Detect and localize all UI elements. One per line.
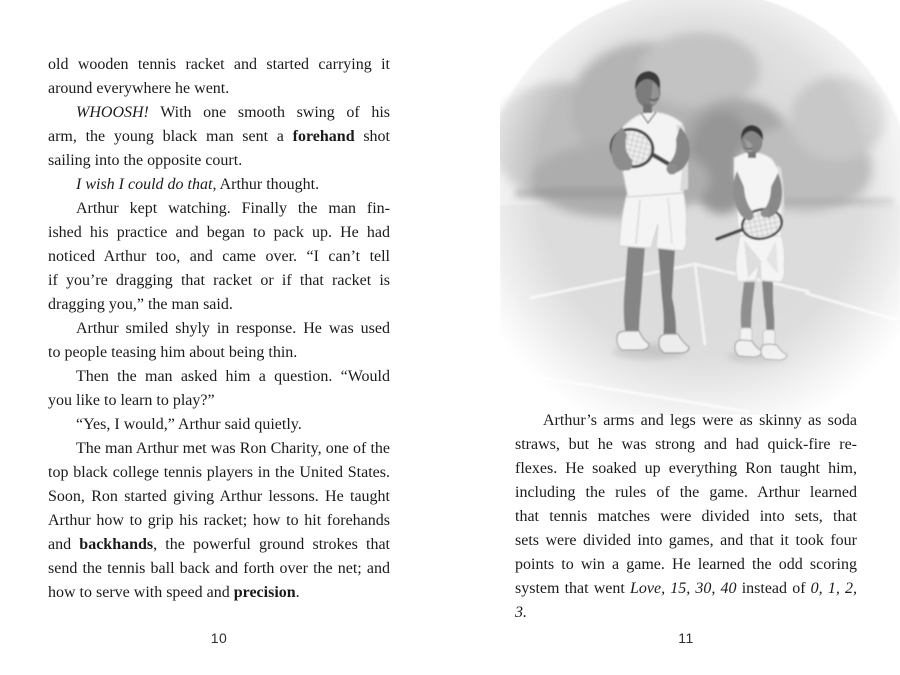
right-page-text xyxy=(515,409,857,621)
text-line: ished his practice and began to pack up. He had xyxy=(48,224,390,241)
text-line: arm, the young black man sent a forehand shot xyxy=(48,128,391,145)
boy-neck xyxy=(748,152,756,158)
tennis-court-illustration xyxy=(500,0,900,415)
text-line: send the tennis ball back and forth over the net; and xyxy=(48,560,390,577)
text-line: The man Arthur met was Ron Charity, one of the xyxy=(76,440,390,457)
text-line: Arthur smiled shyly in response. He was used xyxy=(76,320,390,337)
text-line: “Yes, I would,” Arthur said quietly. xyxy=(76,416,302,433)
page-number-left: 10 xyxy=(210,630,228,646)
text-line: Soon, Ron started giving Arthur lessons. He taught xyxy=(48,488,390,505)
text-line: system that went Love, 15, 30, 40 instead of 0, 1, 2, 3. xyxy=(515,580,857,621)
text-line: and backhands, the powerful ground strokes that xyxy=(48,536,391,553)
text-line: if you’re dragging that racket or if that racket is xyxy=(48,272,390,289)
text-line: Arthur’s arms and legs were as skinny as soda xyxy=(543,412,857,429)
text-line: dragging you,” the man said. xyxy=(48,296,233,313)
text-line: Then the man asked him a question. “Would xyxy=(76,368,390,385)
text-line: top black college tennis players in the United States. xyxy=(48,464,390,481)
text-line: how to serve with speed and precision. xyxy=(48,584,300,601)
text-line: I wish I could do that, Arthur thought. xyxy=(76,176,320,193)
text-line: flexes. He soaked up everything Ron taught him, xyxy=(515,460,857,477)
text-line: sets were divided into games, and that it took four xyxy=(515,532,857,549)
text-line: Arthur how to grip his racket; how to hit forehands xyxy=(48,512,390,529)
text-line: WHOOSH! With one smooth swing of his xyxy=(76,104,390,121)
text-line: Arthur kept watching. Finally the man fin- xyxy=(76,200,390,217)
boy-right-hand xyxy=(761,209,770,218)
text-line: sailing into the opposite court. xyxy=(48,152,243,169)
man-right-hand xyxy=(667,164,678,175)
boy-left-hand xyxy=(745,212,754,221)
left-page-text xyxy=(48,53,390,605)
text-line: around everywhere he went. xyxy=(48,80,230,97)
man-shorts xyxy=(619,190,687,251)
text-line: old wooden tennis racket and started carrying it xyxy=(48,56,390,73)
text-line: points to win a game. He learned the odd scoring xyxy=(515,556,857,573)
text-line: to people teasing him about being thin. xyxy=(48,344,298,361)
page-number-right: 11 xyxy=(678,630,694,646)
man-neck xyxy=(643,104,652,113)
text-line: noticed Arthur too, and came over. “I can’t tell xyxy=(48,248,390,265)
man-left-hand xyxy=(622,160,633,171)
text-line: including the rules of the game. Arthur learned xyxy=(515,484,857,501)
text-line: straws, but he was strong and had quick-fire re- xyxy=(515,436,857,453)
text-line: that tennis matches were divided into sets, that xyxy=(515,508,857,525)
text-line: you like to learn to play?” xyxy=(48,392,215,409)
